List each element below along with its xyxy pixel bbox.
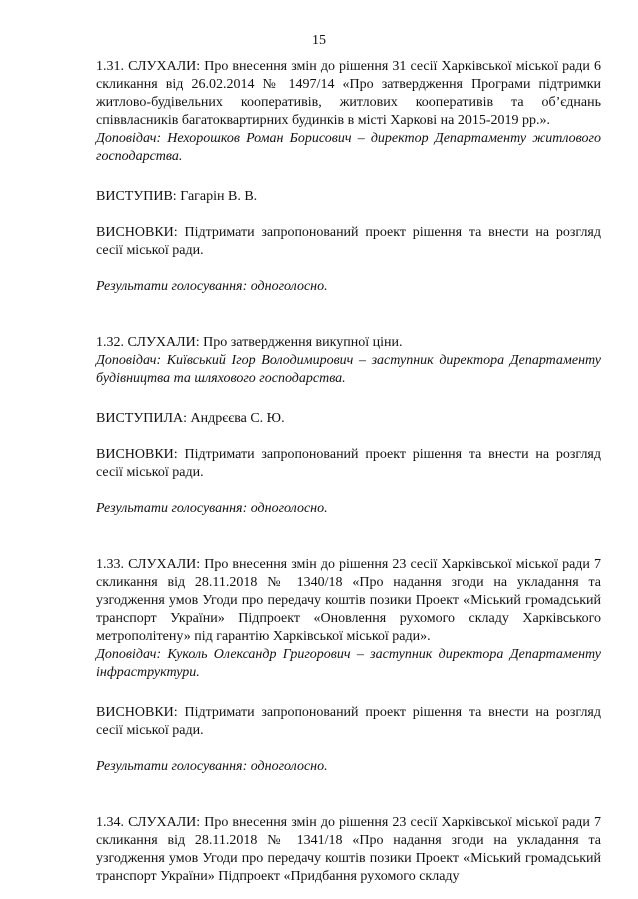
conclusions-paragraph: ВИСНОВКИ: Підтримати запропонований проект рішення та внести на розгляд сесії міської ради. [96,705,601,738]
speech-line: ВИСТУПИЛА: Андрєєва С. Ю. [96,411,285,426]
agenda-item-1-33 [96,556,601,776]
agenda-item-1-32 [96,334,601,518]
page-number: 15 [312,33,326,48]
conclusions-paragraph: ВИСНОВКИ: Підтримати запропонований проект рішення та внести на розгляд сесії міської ради. [96,225,601,258]
reporter-line: Доповідач: Куколь Олександр Григорович – заступник директора Департаменту інфраструктури. [96,647,601,680]
vote-result: Результати голосування: одноголосно. [96,279,328,294]
agenda-item-1-31 [96,58,601,296]
speech-line: ВИСТУПИВ: Гагарін В. В. [96,189,258,204]
reporter-line: Доповідач: Нехорошков Роман Борисович – директор Департаменту житлового господарства. [96,131,601,164]
vote-result: Результати голосування: одноголосно. [96,759,328,774]
heard-paragraph: 1.33. СЛУХАЛИ: Про внесення змін до рішення 23 сесії Харківської міської ради 7 скликання від 28.11.2018 № 1340/18 «Про надання згоди на укладання та узгодження умов Угоди про передачу коштів позики Проект «Міський громадський транспорт України» Підпроект «Оновлення рухомого складу Харківського метрополітену» під гарантію Харківської міської ради». [96,557,601,644]
agenda-item-1-34 [96,814,601,886]
heard-paragraph: 1.31. СЛУХАЛИ: Про внесення змін до рішення 31 сесії Харківської міської ради 6 скликання від 26.02.2014 № 1497/14 «Про затвердження Програми підтримки житлово-будівельних кооперативів, житлових кооперативів та об’єднань співвласників багатоквартирних будинків в місті Харкові на 2015-2019 рр.». [96,59,601,128]
conclusions-paragraph: ВИСНОВКИ: Підтримати запропонований проект рішення та внести на розгляд сесії міської ради. [96,447,601,480]
vote-result: Результати голосування: одноголосно. [96,501,328,516]
heard-paragraph: 1.32. СЛУХАЛИ: Про затвердження викупної ціни. [96,335,403,350]
reporter-line: Доповідач: Київський Ігор Володимирович – заступник директора Департаменту будівництва та шляхового господарства. [96,353,601,386]
minutes-content [96,58,601,886]
heard-paragraph: 1.34. СЛУХАЛИ: Про внесення змін до рішення 23 сесії Харківської міської ради 7 скликання від 28.11.2018 № 1341/18 «Про надання згоди на укладання та узгодження умов Угоди про передачу коштів позики Проект «Міський громадський транспорт України» Підпроект «Придбання рухомого складу [96,815,601,884]
